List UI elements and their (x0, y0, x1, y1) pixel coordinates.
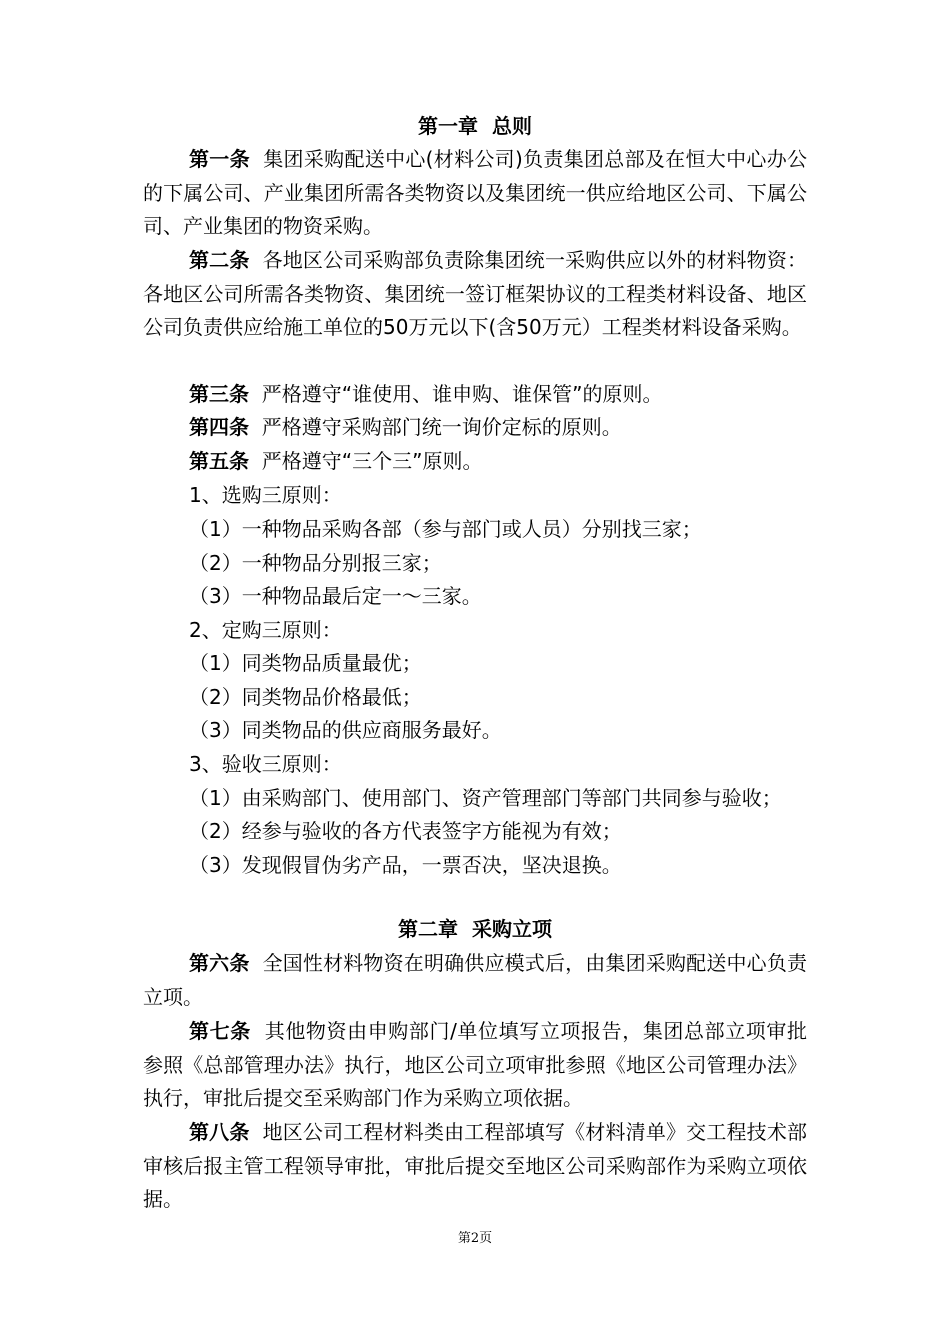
list-item: 1、选购三原则： (189, 483, 342, 507)
article-5 (143, 445, 807, 479)
article-2 (143, 244, 807, 345)
article-1 (143, 143, 807, 244)
list-item: （1）一种物品采购各部（参与部门或人员）分别找三家； (189, 517, 702, 541)
chapter-1-title: 第一章 总则 (418, 114, 532, 138)
article-8-text: 地区公司工程材料类由工程部填写《材料清单》交工程技术部审核后报主管工程领导审批，审批后提交至地区公司采购部作为采购立项依据。 (143, 1120, 808, 1211)
article-7-text: 其他物资由申购部门/单位填写立项报告，集团总部立项审批参照《总部管理办法》执行，地区公司立项审批参照《地区公司管理办法》执行，审批后提交至采购部门作为采购立项依据。 (143, 1019, 807, 1110)
article-8 (143, 1116, 807, 1217)
article-3-label: 第三条 (189, 382, 249, 406)
article-8-label: 第八条 (189, 1120, 250, 1144)
article-4-label: 第四条 (189, 415, 249, 439)
article-4-text: 严格遵守采购部门统一询价定标的原则。 (261, 415, 622, 439)
list-item: （1）同类物品质量最优； (189, 651, 422, 675)
page-number: 第2页 (457, 1231, 493, 1246)
list-item: 3、验收三原则： (189, 752, 342, 776)
article-3-text: 严格遵守“谁使用、谁申购、谁保管”的原则。 (261, 382, 663, 406)
article-2-label: 第二条 (189, 248, 250, 272)
article-2-text: 各地区公司采购部负责除集团统一采购供应以外的材料物资：各地区公司所需各类物资、集团统一签订框架协议的工程类材料设备、地区公司负责供应给施工单位的50万元以下(含50万元）工程类材料设备采购。 (143, 248, 808, 339)
list-item: （2）同类物品价格最低； (189, 685, 422, 709)
list-item: 2、定购三原则： (189, 618, 342, 642)
list-item: （3）一种物品最后定一～三家。 (189, 584, 482, 608)
article-6-label: 第六条 (189, 951, 250, 975)
list-item: （2）一种物品分别报三家； (189, 551, 442, 575)
article-1-text: 集团采购配送中心(材料公司)负责集团总部及在恒大中心办公的下属公司、产业集团所需各类物资以及集团统一供应给地区公司、下属公司、产业集团的物资采购。 (143, 147, 808, 238)
list-item: （3）同类物品的供应商服务最好。 (189, 718, 502, 742)
article-5-label: 第五条 (189, 449, 249, 473)
chapter-2-title: 第二章 采购立项 (398, 917, 552, 941)
article-6-text: 全国性材料物资在明确供应模式后，由集团采购配送中心负责立项。 (143, 951, 808, 1009)
list-item: （3）发现假冒伪劣产品，一票否决，坚决退换。 (189, 853, 622, 877)
article-3 (143, 378, 807, 412)
list-item: （2）经参与验收的各方代表签字方能视为有效； (189, 819, 622, 843)
article-1-label: 第一条 (189, 147, 250, 171)
article-5-text: 严格遵守“三个三”原则。 (261, 449, 483, 473)
list-item: （1）由采购部门、使用部门、资产管理部门等部门共同参与验收； (189, 786, 782, 810)
article-7 (143, 1015, 807, 1116)
article-6 (143, 947, 807, 1014)
article-4 (143, 411, 807, 445)
article-7-label: 第七条 (189, 1019, 251, 1043)
